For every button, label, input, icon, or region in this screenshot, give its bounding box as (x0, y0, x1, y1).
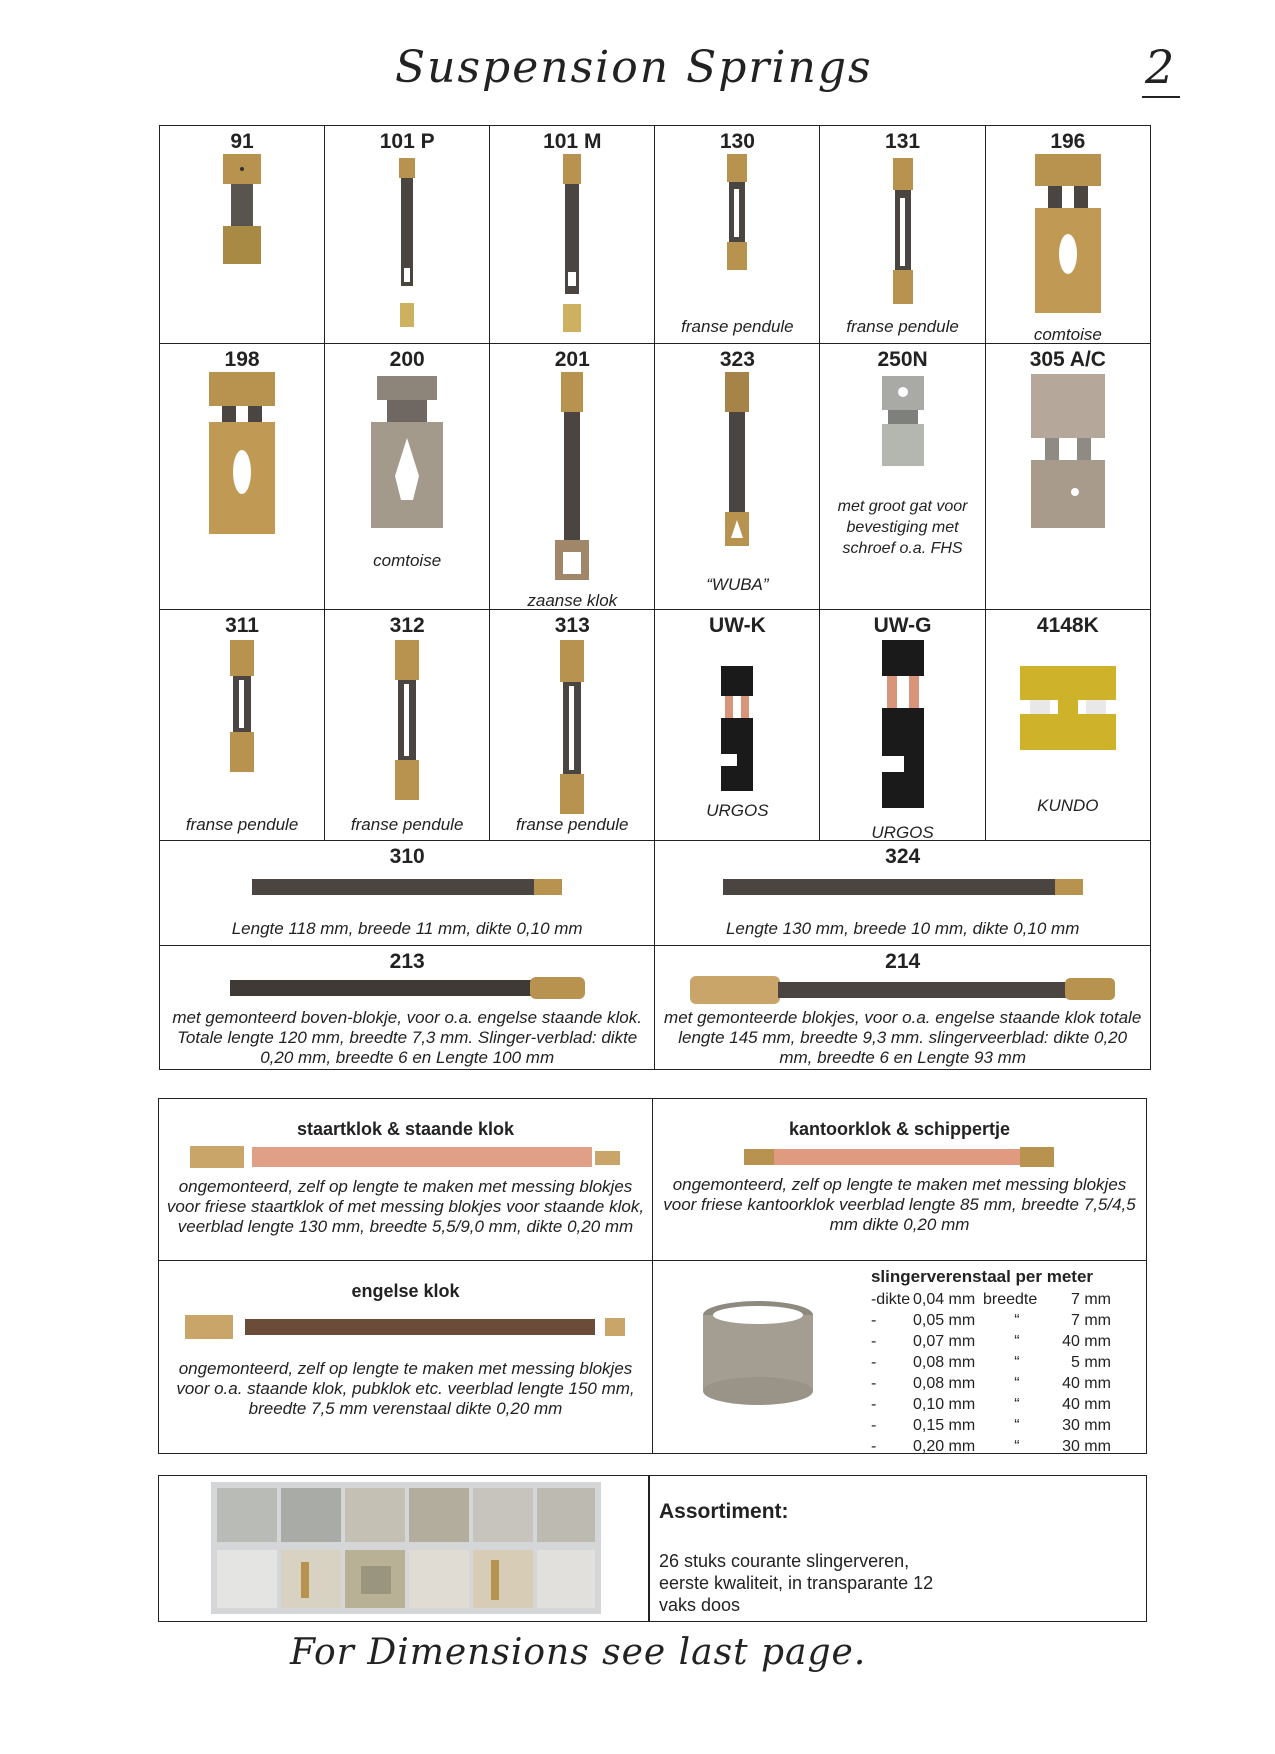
product-cell (985, 610, 1150, 841)
product-caption: comtoise (1033, 325, 1102, 344)
kit-staartklok-image (159, 1144, 652, 1170)
steel-prefix: - (870, 1417, 877, 1434)
assortiment-box-image (211, 1482, 601, 1619)
steel-width: 5 mm (1070, 1354, 1111, 1371)
spring-311-image (160, 640, 324, 780)
product-cell (820, 344, 985, 610)
product-code: 196 (1050, 130, 1086, 153)
strip-code: 310 (389, 845, 425, 868)
steel-label: breedte (982, 1291, 1038, 1308)
product-code: 250N (877, 348, 928, 371)
kit-description: ongemonteerd, zelf op lengte te maken met messing blokjes voor friese staartklok of met messing blokjes voor staande klok, veerblad lengte 130 mm, breedte 5,5/9,0 mm, dikte 0,20 mm (166, 1177, 645, 1236)
product-cell (985, 344, 1150, 610)
product-code: 200 (389, 348, 425, 371)
product-cell (655, 610, 820, 841)
kit-row (159, 1261, 1147, 1454)
kit-cell (159, 1099, 653, 1261)
product-cell (490, 126, 655, 344)
strip-310-image (160, 877, 654, 897)
product-caption: franse pendule (846, 317, 959, 336)
kit-cell (652, 1099, 1146, 1261)
steel-prefix: - (870, 1396, 877, 1413)
strip-cell (655, 841, 1151, 946)
product-caption: URGOS (871, 823, 934, 842)
steel-width: 7 mm (1070, 1291, 1111, 1308)
strip-code: 214 (885, 950, 921, 973)
product-code: 4148K (1036, 614, 1099, 637)
product-cell (325, 344, 490, 610)
strip-214-image (655, 976, 1150, 1004)
steel-row (871, 1373, 1111, 1394)
strip-213-image (160, 976, 654, 1000)
strip-description: Lengte 118 mm, breede 11 mm, dikte 0,10 mm (231, 919, 583, 938)
steel-prefix: -dikte (870, 1291, 911, 1308)
product-code: 313 (554, 614, 590, 637)
kit-cell (159, 1261, 653, 1454)
steel-row (871, 1310, 1111, 1331)
product-caption: franse pendule (516, 815, 629, 834)
spring-196-image (986, 154, 1150, 319)
steel-prefix: - (870, 1312, 877, 1329)
steel-row (871, 1394, 1111, 1415)
spring-305ac-image (986, 374, 1150, 534)
steel-prefix: - (870, 1375, 877, 1392)
spring-201-image (490, 372, 654, 584)
product-row (160, 126, 1151, 344)
product-cell (655, 126, 820, 344)
strip-row (160, 946, 1151, 1070)
product-caption: franse pendule (185, 815, 299, 834)
steel-label: “ (1014, 1438, 1020, 1455)
kit-engelse-klok-image (159, 1313, 652, 1339)
spring-130-image (655, 154, 819, 279)
product-caption: franse pendule (681, 317, 794, 336)
steel-cell (652, 1261, 1146, 1454)
steel-width: 30 mm (1062, 1417, 1111, 1434)
assortiment-box (158, 1475, 1147, 1622)
spring-312-image (325, 640, 489, 808)
product-cell (160, 126, 325, 344)
product-cell (490, 344, 655, 610)
steel-title: slingerverenstaal per meter (870, 1267, 1094, 1286)
steel-label: “ (1014, 1354, 1020, 1371)
steel-thickness: 0,07 mm (912, 1333, 976, 1350)
steel-label: “ (1014, 1333, 1020, 1350)
product-code: UW-K (709, 614, 766, 637)
steel-coil-image (693, 1293, 823, 1413)
steel-prefix: - (870, 1354, 877, 1371)
steel-thickness: 0,10 mm (912, 1396, 976, 1413)
spring-200-image (325, 376, 489, 536)
steel-thickness: 0,15 mm (912, 1417, 976, 1434)
spring-198-image (160, 372, 324, 542)
product-caption: met groot gat voor bevestiging met schroef o.a. FHS (837, 498, 968, 557)
spring-313-image (490, 640, 654, 820)
product-code: 101 M (543, 130, 602, 153)
product-cell (160, 344, 325, 610)
spring-91-image (160, 154, 324, 274)
steel-row (871, 1289, 1111, 1310)
steel-label: “ (1014, 1417, 1020, 1434)
product-code: 311 (225, 614, 259, 637)
kit-row (159, 1099, 1147, 1261)
strip-code: 324 (885, 845, 921, 868)
product-cell (820, 126, 985, 344)
steel-thickness: 0,08 mm (912, 1354, 976, 1371)
footer-note: For Dimensions see last page. (290, 1632, 867, 1673)
page-number: 2 (1145, 40, 1175, 94)
kit-title: kantoorklok & schippertje (788, 1119, 1011, 1139)
kit-grid (158, 1098, 1147, 1454)
kit-description: ongemonteerd, zelf op lengte te maken met messing blokjes voor friese kantoorklok veerblad lengte 85 mm, breedte 7,5/4,5 mm dikte 0,20 mm (663, 1175, 1136, 1234)
product-code: 91 (230, 130, 254, 153)
spring-101p-image (325, 158, 489, 338)
steel-label: “ (1014, 1375, 1020, 1392)
product-grid (159, 125, 1151, 1070)
spring-323-image (655, 372, 819, 552)
strip-description: met gemonteerd boven-blokje, voor o.a. engelse staande klok. Totale lengte 120 mm, breedte 7,3 mm. Slinger-verblad: dikte 0,20 mm, breedte 6 en Lengte 100 mm (172, 1008, 642, 1067)
product-code: 201 (554, 348, 590, 371)
steel-prefix: - (870, 1438, 877, 1455)
strip-cell (160, 841, 655, 946)
assortiment-title: Assortiment: (659, 1500, 789, 1523)
kit-title: engelse klok (351, 1281, 460, 1301)
steel-width: 40 mm (1062, 1396, 1111, 1413)
product-code: 305 A/C (1029, 348, 1106, 371)
product-code: 101 P (379, 130, 435, 153)
spring-uwk-image (655, 666, 819, 796)
steel-prefix: - (870, 1333, 877, 1350)
spring-4148k-image (986, 666, 1150, 756)
page-title: Suspension Springs (395, 42, 873, 93)
product-row (160, 610, 1151, 841)
product-caption: KUNDO (1037, 796, 1099, 815)
strip-description: Lengte 130 mm, breede 10 mm, dikte 0,10 mm (725, 919, 1080, 938)
spring-101m-image (490, 154, 654, 339)
steel-row (871, 1352, 1111, 1373)
product-cell (985, 126, 1150, 344)
product-cell (655, 344, 820, 610)
assortiment-description: 26 stuks courante slingerveren, eerste kwaliteit, in transparante 12 vaks doos (659, 1551, 934, 1615)
strip-code: 213 (389, 950, 425, 973)
product-code: 312 (389, 614, 425, 637)
product-cell (160, 610, 325, 841)
steel-width: 40 mm (1062, 1333, 1111, 1350)
steel-width: 30 mm (1062, 1438, 1111, 1455)
steel-thickness: 0,05 mm (912, 1312, 976, 1329)
product-code: UW-G (873, 614, 932, 637)
spring-250n-image (820, 376, 984, 471)
steel-row (871, 1331, 1111, 1352)
product-cell (325, 126, 490, 344)
strip-324-image (655, 877, 1150, 897)
product-code: 198 (224, 348, 260, 371)
product-cell (820, 610, 985, 841)
steel-thickness: 0,20 mm (912, 1438, 976, 1455)
steel-row (871, 1436, 1111, 1457)
product-code: 323 (719, 348, 755, 371)
product-caption: franse pendule (350, 815, 464, 834)
steel-label: “ (1014, 1312, 1020, 1329)
steel-list (871, 1289, 1111, 1457)
kit-kantoorklok-image (653, 1144, 1146, 1170)
product-caption: zaanse klok (527, 591, 618, 610)
page-number-underline (1142, 96, 1180, 98)
product-cell (325, 610, 490, 841)
product-code: 130 (719, 130, 755, 153)
product-caption: comtoise (373, 551, 442, 570)
product-cell (490, 610, 655, 841)
steel-label: “ (1014, 1396, 1020, 1413)
steel-row (871, 1415, 1111, 1436)
strip-cell (655, 946, 1151, 1070)
kit-description: ongemonteerd, zelf op lengte te maken met messing blokjes voor o.a. staande klok, pubklok etc. veerblad lengte 150 mm, breedte 7,5 mm verenstaal dikte 0,20 mm (176, 1359, 635, 1418)
steel-thickness: 0,08 mm (912, 1375, 976, 1392)
strip-description: met gemonteerde blokjes, voor o.a. engelse staande klok totale lengte 145 mm, breedte 9,3 mm. slingerveerblad: dikte 0,20 mm, breedte 6 en Lengte 93 mm (664, 1008, 1142, 1067)
assortiment-divider (648, 1476, 650, 1621)
spring-131-image (820, 158, 984, 313)
strip-cell (160, 946, 655, 1070)
product-row (160, 344, 1151, 610)
steel-width: 7 mm (1070, 1312, 1111, 1329)
steel-width: 40 mm (1062, 1375, 1111, 1392)
spring-uwg-image (820, 640, 984, 815)
product-caption: URGOS (706, 801, 769, 820)
strip-row (160, 841, 1151, 946)
product-caption: “WUBA” (706, 575, 769, 594)
steel-thickness: 0,04 mm (912, 1291, 976, 1308)
product-code: 131 (885, 130, 921, 153)
kit-title: staartklok & staande klok (296, 1119, 515, 1139)
